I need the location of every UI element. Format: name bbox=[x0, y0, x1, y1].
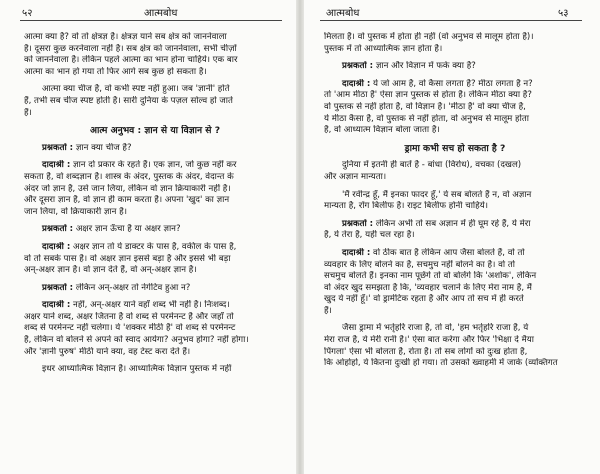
line-text: और 'ज्ञानी पुरुष' मीठी याने क्या, वह टेस्ट करा देते हैं। bbox=[24, 346, 191, 357]
line-text: है, ये तेरा है, यही चल रहा है। bbox=[324, 230, 415, 241]
text-line bbox=[324, 306, 586, 318]
text-line bbox=[324, 90, 586, 102]
text-line bbox=[324, 32, 586, 44]
text-line bbox=[24, 347, 286, 359]
text-line bbox=[324, 114, 586, 126]
line-text: तो 'आम मीठा है' ऐसा ज्ञान पुस्तक से होता है। लेकिन मीठा क्या है? bbox=[324, 90, 532, 101]
speaker-label: प्रश्नकर्ता : bbox=[42, 142, 74, 153]
line-text: पुस्तक में तो आध्यात्मिक ज्ञान होता है। bbox=[324, 43, 443, 54]
text-line bbox=[324, 219, 586, 231]
line-text: पिंगला' ऐसा भी बोलता है, रोता है। तो सब लोगों को दुःख होता है, bbox=[324, 346, 528, 357]
line-text: खुद ये नहीं हूँ।' वो ड्रामेटिक रहता है और आप तो सच में ही करते bbox=[324, 294, 524, 305]
line-text: वो ठीक बात है लेकिन आप जैसा बोलते हैं, वो तो bbox=[370, 247, 525, 258]
book-gutter bbox=[296, 0, 304, 474]
line-text: मिलता है। वो पुस्तक में होता ही नहीं (वो अनुभव से मालूम होता है)। bbox=[324, 32, 534, 42]
line-text: मेरा राज है, ये मेरी रानी है।' ऐसा बात करेगा और फिर 'भिक्षा दे मैया bbox=[324, 335, 534, 346]
line-text: हैं। bbox=[24, 107, 32, 118]
text-line bbox=[24, 323, 286, 335]
line-text: शब्द से परमेनन्ट नहीं चलेगा। ये 'शक्कर मीठी है' वो शब्द से परमेनन्ट bbox=[24, 323, 236, 334]
line-text: जैसा ड्रामा में भर्तृहरि राजा है, तो वो, 'हम भर्तृहरि राजा है, ये bbox=[342, 323, 529, 334]
line-text: ये मीठा कैसा है, वो पुस्तक से नहीं होता, वो अनुभव से मालूम होता bbox=[324, 113, 529, 124]
header-rule bbox=[320, 20, 582, 21]
text-line bbox=[324, 230, 586, 242]
text-line bbox=[324, 160, 586, 172]
text-line bbox=[24, 143, 286, 155]
text-line bbox=[324, 358, 586, 370]
text-line bbox=[24, 312, 286, 324]
line-text: हैं। bbox=[324, 305, 332, 316]
text-line bbox=[324, 61, 586, 73]
text-line bbox=[24, 224, 286, 236]
line-text: सचमुच बोलते हैं। इनका नाम पूछेंगे तो वो बोलेंगे कि 'अशोक', लेकिन bbox=[324, 271, 537, 282]
speaker-label: दादाश्री : bbox=[42, 241, 71, 252]
line-text: आत्मा क्या चीज है, वो कभी स्पष्ट नहीं हुआ। जब 'ज्ञानी' होते bbox=[42, 84, 230, 95]
text-line bbox=[324, 102, 586, 114]
line-text: ज्ञान और विज्ञान में फर्क क्या है? bbox=[373, 61, 476, 72]
speaker-label: दादाश्री : bbox=[342, 247, 371, 258]
line-text: व्यवहार के लिए बोलने का है, सचमुच नहीं बोलने का है। वो तो bbox=[324, 259, 515, 270]
line-text: अन्-अक्षर ज्ञान है। वो ज्ञान देते हैं, वो अन्-अक्षर ज्ञान है। bbox=[24, 265, 197, 276]
text-line bbox=[324, 248, 586, 260]
page-number: ५३ bbox=[558, 8, 569, 19]
text-line bbox=[24, 195, 286, 207]
text-line bbox=[24, 283, 286, 295]
line-text: है, वो आध्यात्म विज्ञान बोला जाता है। bbox=[324, 125, 440, 136]
line-text: ये जो आम है, वो कैसा लगता है? मीठा लगता है न? bbox=[370, 78, 533, 89]
line-text: वो अंदर खुद समझता है कि, 'व्यवहार चलाने के लिए मेरा नाम है, मैं bbox=[324, 282, 532, 293]
text-line bbox=[24, 184, 286, 196]
text-line bbox=[324, 260, 586, 272]
text-line bbox=[24, 44, 286, 56]
section-heading: ड्रामा कभी सच हो सकता है ? bbox=[404, 142, 506, 154]
page-body bbox=[24, 32, 286, 376]
text-line bbox=[324, 201, 586, 213]
text-line bbox=[24, 55, 286, 67]
speaker-label: दादाश्री : bbox=[42, 300, 71, 311]
line-text: और अज्ञान मान्यता। bbox=[324, 171, 387, 182]
line-text: आत्मा क्या है? वो तो क्षेत्रज्ञ है। क्षेत्रज्ञ याने सब क्षेत्र को जाननेवाला bbox=[24, 32, 227, 42]
text-line bbox=[24, 364, 286, 376]
text-line bbox=[24, 108, 286, 120]
line-text: लेकिन अभी तो सब अज्ञान में ही घूम रहे हैं, ये मेरा bbox=[373, 218, 531, 229]
text-line bbox=[324, 125, 586, 137]
line-text: ज्ञान दो प्रकार के रहते हैं। एक ज्ञान, जो कुछ नहीं कर bbox=[70, 160, 237, 171]
page-body bbox=[324, 32, 586, 370]
speaker-label: प्रश्नकर्ता : bbox=[42, 282, 74, 293]
line-text: मान्यता है, रोंग बिलीफ है। राइट बिलीफ होनी चाहिये। bbox=[324, 201, 488, 212]
text-line bbox=[324, 271, 586, 283]
line-text: अक्षर ज्ञान ऊँचा है या अक्षर ज्ञान? bbox=[73, 224, 181, 235]
speaker-label: प्रश्नकर्ता : bbox=[342, 61, 374, 72]
line-text: है, लेकिन वो बोलने से अपने को स्वाद आयेगा? अनुभव होगा? नहीं होगा। bbox=[24, 335, 249, 346]
text-line bbox=[24, 172, 286, 184]
text-line bbox=[324, 347, 586, 359]
text-line bbox=[24, 254, 286, 266]
text-line bbox=[324, 335, 586, 347]
text-line bbox=[24, 67, 286, 79]
section-heading: आत्म अनुभव : ज्ञान से या विज्ञान से ? bbox=[89, 125, 221, 137]
text-line bbox=[24, 265, 286, 277]
line-text: ज्ञान क्या चीज है? bbox=[73, 142, 132, 153]
line-text: अक्षर याने शब्द, अक्षर जितना है वो शब्द से परमेनन्ट है और जहाँ तो bbox=[24, 311, 234, 322]
text-line bbox=[24, 32, 286, 44]
line-text: को जाननेवाला है। लेकिन पहले आत्मा का भान होना चाहिये। एक बार bbox=[24, 55, 238, 66]
text-line bbox=[324, 323, 586, 335]
line-text: आत्मा का भान हो गया तो फिर आगे सब कुछ हो सकता है। bbox=[24, 66, 207, 77]
text-line bbox=[24, 84, 286, 96]
line-text: हैं, तभी सब चीज स्पष्ट होती है। सारी दुनिया के पज़ल सोल्व हो जाते bbox=[24, 95, 233, 106]
speaker-label: दादाश्री : bbox=[342, 78, 371, 89]
line-text: 'मैं रवीन्द्र हूँ, मैं इनका फादर हूँ,' ये सब बोलते हैं न, वो अज्ञान bbox=[342, 189, 532, 200]
line-text: जान लिया, वो क्रियाकारी ज्ञान है। bbox=[24, 206, 127, 217]
page-number: ५२ bbox=[22, 8, 33, 19]
running-title: आत्मबोध bbox=[144, 8, 178, 19]
line-text: इधर आध्यात्मिक विज्ञान है। आध्यात्मिक विज्ञान पुस्तक में नहीं bbox=[42, 364, 232, 375]
text-line bbox=[24, 242, 286, 254]
text-line bbox=[324, 294, 586, 306]
line-text: और दूसरा ज्ञान है, वो ज्ञान ही काम करता है। अपना 'खुद' का ज्ञान bbox=[24, 195, 230, 206]
text-line bbox=[324, 44, 586, 56]
line-text: लेकिन अन्-अक्षर तो नेगेटिव हुआ न? bbox=[73, 282, 191, 293]
line-text: सकता है, वो शब्दज्ञान है। शास्त्र के अंदर, पुस्तक के अंदर, वेदान्त के bbox=[24, 171, 234, 182]
text-line bbox=[24, 96, 286, 108]
text-line bbox=[324, 172, 586, 184]
text-line bbox=[324, 190, 586, 202]
text-line bbox=[324, 79, 586, 91]
line-text: कि ओहोहो, ये कितना दुःखी हो गया। तो उसको ख्वाहमी में जाके (व्यक्तिगत bbox=[324, 358, 558, 369]
line-text: वो तो सबके पास है। वो अक्षर ज्ञान इससे बड़ा है और इससे भी बड़ा bbox=[24, 253, 231, 264]
text-line bbox=[24, 335, 286, 347]
line-text: अक्षर ज्ञान तो ये डाक्टर के पास है, वकील के पास है, bbox=[70, 241, 237, 252]
text-line bbox=[24, 160, 286, 172]
text-line bbox=[24, 207, 286, 219]
right-page bbox=[304, 0, 600, 474]
text-line bbox=[24, 300, 286, 312]
line-text: वो पुस्तक से नहीं होता है, वो विज्ञान है। 'मीठा है' वो क्या चीज है, bbox=[324, 101, 526, 112]
header-rule bbox=[20, 20, 282, 21]
left-page bbox=[0, 0, 296, 474]
speaker-label: दादाश्री : bbox=[42, 160, 71, 171]
text-line bbox=[324, 283, 586, 295]
speaker-label: प्रश्नकर्ता : bbox=[342, 218, 374, 229]
line-text: अंदर जो ज्ञान है, उसे जान लिया, लेकिन वो ज्ञान क्रियाकारी नहीं है। bbox=[24, 183, 231, 194]
line-text: नहीं, अन्-अक्षर याने वहाँ शब्द भी नहीं है। निःशब्द। bbox=[70, 300, 230, 311]
line-text: है। दूसरा कुछ करनेवाला नहीं है। सब क्षेत्र को जाननेवाला, सभी चीज़ों bbox=[24, 43, 237, 54]
speaker-label: प्रश्नकर्ता : bbox=[42, 224, 74, 235]
line-text: दुनिया में इतनी ही बातें है - बांधा (विरोध), वचका (दखल) bbox=[342, 160, 522, 171]
running-title: आत्मबोध bbox=[326, 8, 360, 19]
